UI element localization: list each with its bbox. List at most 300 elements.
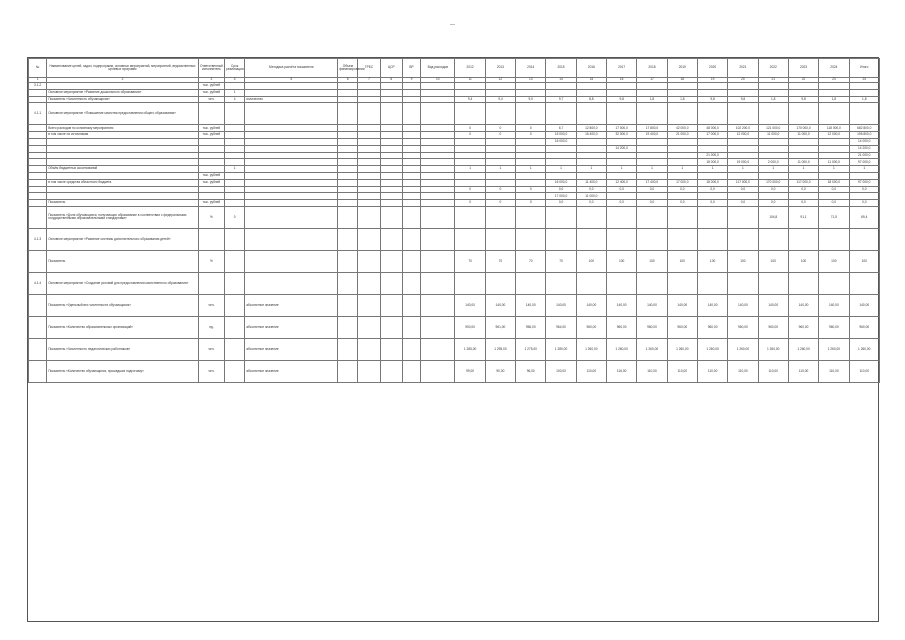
cell-value (819, 152, 849, 159)
cell-code (402, 96, 420, 103)
cell-value (455, 138, 485, 145)
cell-value: 9,4 (455, 96, 485, 103)
cell-value: 0 (516, 125, 546, 132)
cell-name (47, 152, 199, 159)
cell-value (667, 172, 697, 179)
cell-value (728, 272, 758, 294)
column-number: 2 (47, 78, 199, 83)
cell-unit: ед. (198, 316, 224, 338)
cell-value: 0 (516, 200, 546, 207)
table-row (29, 228, 880, 250)
cell-value (455, 152, 485, 159)
cell-value: 960,00 (788, 316, 818, 338)
cell-value: 70 (546, 250, 576, 272)
cell-n (29, 294, 47, 316)
cell-method (245, 132, 338, 139)
cell-value (819, 172, 849, 179)
column-number: 3 (198, 78, 224, 83)
cell-method: абсолютное значение (245, 338, 338, 360)
cell-value (788, 152, 818, 159)
cell-value: 21 000,0 (697, 152, 727, 159)
cell-value: 110,00 (697, 360, 727, 382)
cell-method (245, 200, 338, 207)
cell-code (358, 138, 380, 145)
cell-value: 140,00 (455, 294, 485, 316)
cell-code (380, 272, 402, 294)
cell-value (758, 172, 788, 179)
column-number: 5 (245, 78, 338, 83)
cell-value (788, 145, 818, 152)
cell-code (225, 186, 245, 193)
cell-value (758, 152, 788, 159)
cell-value: 140,00 (576, 294, 606, 316)
cell-code (380, 360, 402, 382)
column-number: 23 (819, 78, 849, 83)
cell-value (819, 272, 849, 294)
cell-value (576, 103, 606, 125)
cell-code (421, 294, 455, 316)
cell-value (485, 152, 515, 159)
cell-value: 140,00 (485, 294, 515, 316)
cell-code (358, 96, 380, 103)
cell-method: абсолютное значение (245, 294, 338, 316)
cell-code (338, 316, 358, 338)
cell-value (637, 228, 667, 250)
cell-code (380, 159, 402, 166)
cell-value (516, 152, 546, 159)
cell-method (245, 159, 338, 166)
column-header: 2015 (546, 59, 576, 78)
column-header: Вид расходов (421, 59, 455, 78)
cell-code (380, 250, 402, 272)
cell-code (358, 103, 380, 125)
cell-value: 102 200,0 (728, 125, 758, 132)
cell-method (245, 193, 338, 200)
cell-value (667, 138, 697, 145)
cell-value (516, 103, 546, 125)
cell-value: 0,0 (667, 200, 697, 207)
cell-value: 1 (849, 166, 880, 173)
cell-code (358, 272, 380, 294)
cell-name: Показатель «Количество образовательных организаций» (47, 316, 199, 338)
cell-value (516, 89, 546, 96)
cell-value: 1 260,00 (849, 338, 880, 360)
cell-value (516, 145, 546, 152)
cell-name (47, 138, 199, 145)
cell-value: 110,00 (667, 360, 697, 382)
cell-value (455, 89, 485, 96)
cell-code (358, 179, 380, 186)
cell-n: 4.1.1 (29, 103, 47, 125)
cell-value (516, 206, 546, 228)
cell-name: Показатель «Численность обучающихся» (47, 96, 199, 103)
cell-code (402, 132, 420, 139)
cell-unit: % (198, 250, 224, 272)
cell-code (358, 152, 380, 159)
cell-code (402, 250, 420, 272)
cell-code (225, 272, 245, 294)
cell-code (380, 83, 402, 90)
cell-value (637, 103, 667, 125)
cell-unit: чел. (198, 96, 224, 103)
cell-code (338, 360, 358, 382)
cell-code (358, 294, 380, 316)
cell-code (338, 138, 358, 145)
cell-value (485, 89, 515, 96)
cell-value (728, 103, 758, 125)
cell-method: абсолютное значение (245, 316, 338, 338)
cell-value: 48 000,0 (697, 125, 727, 132)
cell-code (402, 125, 420, 132)
cell-code (358, 250, 380, 272)
cell-value (758, 103, 788, 125)
cell-value: 0,0 (728, 186, 758, 193)
cell-value (697, 83, 727, 90)
cell-value: 1 (788, 166, 818, 173)
cell-value (667, 145, 697, 152)
cell-value (607, 159, 637, 166)
cell-value (819, 89, 849, 96)
cell-value: 1 260,00 (637, 338, 667, 360)
cell-value: 1 (546, 166, 576, 173)
column-number: 18 (667, 78, 697, 83)
cell-value (455, 272, 485, 294)
cell-unit: тыс. рублей (198, 172, 224, 179)
cell-value: 110,00 (728, 360, 758, 382)
table-row (29, 338, 880, 360)
cell-name: Показатель (47, 200, 199, 207)
cell-value: 140,00 (546, 294, 576, 316)
cell-value: 960,00 (758, 316, 788, 338)
cell-value (607, 103, 637, 125)
cell-code (402, 138, 420, 145)
column-number: 14 (546, 78, 576, 83)
cell-code (421, 228, 455, 250)
cell-code (421, 360, 455, 382)
cell-code (225, 83, 245, 90)
cell-code (402, 145, 420, 152)
cell-code (421, 272, 455, 294)
cell-value: 110,00 (819, 360, 849, 382)
cell-value (455, 103, 485, 125)
column-number: 10 (421, 78, 455, 83)
cell-value (819, 138, 849, 145)
cell-value: 960,00 (576, 316, 606, 338)
cell-code (358, 193, 380, 200)
column-header: 2014 (516, 59, 546, 78)
cell-value (607, 152, 637, 159)
cell-n: 3.1.2 (29, 83, 47, 90)
cell-value: 11 000,0 (819, 159, 849, 166)
cell-value: 682 800,0 (849, 125, 880, 132)
cell-code (225, 338, 245, 360)
column-header: Итого (849, 59, 880, 78)
cell-code (421, 172, 455, 179)
cell-value: 1 285,00 (455, 338, 485, 360)
cell-value (667, 152, 697, 159)
cell-value (819, 193, 849, 200)
column-number: 1 (29, 78, 47, 83)
table-row (29, 360, 880, 382)
cell-value (576, 272, 606, 294)
cell-value (485, 83, 515, 90)
cell-value: 17 800,0 (637, 125, 667, 132)
cell-n (29, 138, 47, 145)
cell-value: 19 400,0 (637, 132, 667, 139)
cell-value (637, 206, 667, 228)
cell-code (380, 103, 402, 125)
cell-name (47, 186, 199, 193)
cell-code (421, 159, 455, 166)
cell-code (421, 200, 455, 207)
cell-method (245, 152, 338, 159)
cell-code (380, 206, 402, 228)
cell-value: 18 000,0 (697, 179, 727, 186)
cell-value: 70 (516, 250, 546, 272)
cell-value: 1,8 (667, 96, 697, 103)
cell-value: 19 000,0 (728, 159, 758, 166)
cell-value: 140,00 (849, 294, 880, 316)
cell-value (516, 159, 546, 166)
cell-value: 70 (455, 250, 485, 272)
cell-value (788, 138, 818, 145)
cell-value: 140,00 (758, 294, 788, 316)
cell-unit (198, 138, 224, 145)
cell-value (697, 206, 727, 228)
cell-value: 9,8 (788, 96, 818, 103)
cell-code (338, 179, 358, 186)
cell-code (402, 316, 420, 338)
column-header: Ответственный исполнитель (198, 59, 224, 78)
cell-value (667, 193, 697, 200)
cell-value (667, 103, 697, 125)
cell-value: 1 (485, 166, 515, 173)
cell-value: 121 000,0 (758, 125, 788, 132)
cell-unit (198, 186, 224, 193)
cell-value: 116,00 (607, 360, 637, 382)
cell-value: 1 260,00 (758, 338, 788, 360)
cell-value: 110,00 (758, 360, 788, 382)
cell-code (380, 172, 402, 179)
cell-value: 0,0 (667, 186, 697, 193)
cell-value (546, 83, 576, 90)
cell-value: 6,7 (546, 125, 576, 132)
cell-value (485, 206, 515, 228)
column-header: 2024 (819, 59, 849, 78)
cell-value: 104,8 (758, 206, 788, 228)
cell-value (788, 228, 818, 250)
cell-value: 0,0 (576, 186, 606, 193)
cell-n (29, 145, 47, 152)
table-header-row (29, 59, 880, 78)
cell-value: 14 200,0 (849, 145, 880, 152)
cell-n (29, 316, 47, 338)
cell-value (455, 145, 485, 152)
cell-value (485, 145, 515, 152)
cell-value: 961,00 (485, 316, 515, 338)
cell-value: 100 (728, 250, 758, 272)
cell-value: 9,0 (516, 96, 546, 103)
cell-code (380, 193, 402, 200)
cell-value: 21 000,0 (667, 132, 697, 139)
cell-value (455, 172, 485, 179)
cell-n (29, 96, 47, 103)
cell-code (358, 206, 380, 228)
table-row (29, 89, 880, 96)
cell-code (225, 138, 245, 145)
cell-value: 8,8 (576, 96, 606, 103)
table-row (29, 272, 880, 294)
cell-value: 140,00 (516, 294, 546, 316)
cell-value (516, 138, 546, 145)
cell-value (607, 138, 637, 145)
cell-value (637, 272, 667, 294)
column-number: 21 (758, 78, 788, 83)
cell-value: 99,00 (455, 360, 485, 382)
cell-value: 1 (576, 166, 606, 173)
cell-value: 11 000,0 (758, 132, 788, 139)
cell-value: 960,00 (607, 316, 637, 338)
cell-code (380, 166, 402, 173)
cell-value (849, 228, 880, 250)
column-header: № (29, 59, 47, 78)
cell-code (402, 186, 420, 193)
cell-value: 0 (455, 186, 485, 193)
cell-code (358, 200, 380, 207)
cell-method: количество (245, 96, 338, 103)
cell-value: 42 000,0 (667, 125, 697, 132)
cell-value (576, 138, 606, 145)
cell-code (358, 316, 380, 338)
cell-code (225, 125, 245, 132)
cell-value: 1 260,00 (788, 338, 818, 360)
cell-value (546, 145, 576, 152)
cell-value (667, 89, 697, 96)
cell-value: 1 295,00 (485, 338, 515, 360)
cell-value (637, 83, 667, 90)
cell-code (358, 172, 380, 179)
cell-value: 0,0 (788, 186, 818, 193)
cell-code (338, 250, 358, 272)
cell-code (225, 193, 245, 200)
cell-code (380, 96, 402, 103)
cell-method (245, 145, 338, 152)
cell-code (358, 89, 380, 96)
cell-value (788, 193, 818, 200)
cell-value: 100 (697, 250, 727, 272)
cell-value (758, 228, 788, 250)
cell-value: 0,0 (637, 186, 667, 193)
cell-code (380, 89, 402, 96)
cell-value (667, 159, 697, 166)
cell-value: 97 000,0 (849, 179, 880, 186)
cell-value: 70 (485, 250, 515, 272)
cell-value: 0 (516, 132, 546, 139)
cell-value: 0 (485, 125, 515, 132)
cell-value (758, 138, 788, 145)
cell-code (402, 172, 420, 179)
cell-code (402, 179, 420, 186)
cell-value: 960,00 (637, 316, 667, 338)
column-header: ЦСР (380, 59, 402, 78)
cell-method (245, 228, 338, 250)
cell-value: 1 (819, 166, 849, 173)
cell-unit: тыс. рублей (198, 125, 224, 132)
cell-code (421, 138, 455, 145)
cell-unit: тыс. рублей (198, 132, 224, 139)
table-row (29, 294, 880, 316)
cell-name: Основное мероприятие «Повышение качества предоставления общего образования» (47, 103, 199, 125)
cell-value (576, 159, 606, 166)
cell-method (245, 179, 338, 186)
cell-value (819, 103, 849, 125)
cell-value (728, 145, 758, 152)
column-header: Срок реализации (225, 59, 245, 78)
cell-value: 0,0 (697, 186, 727, 193)
cell-name (47, 145, 199, 152)
cell-value (576, 228, 606, 250)
cell-value: 1 260,00 (607, 338, 637, 360)
cell-value: 1 260,00 (819, 338, 849, 360)
cell-value: 0,0 (546, 200, 576, 207)
cell-value: 1 (607, 166, 637, 173)
cell-code (421, 132, 455, 139)
cell-name (47, 193, 199, 200)
cell-value (849, 83, 880, 90)
cell-n (29, 152, 47, 159)
cell-n (29, 125, 47, 132)
cell-value (516, 172, 546, 179)
cell-code (402, 166, 420, 173)
cell-code (380, 338, 402, 360)
cell-code (338, 186, 358, 193)
cell-value (728, 138, 758, 145)
table-row (29, 152, 880, 159)
cell-value: 0,0 (819, 200, 849, 207)
cell-code (402, 206, 420, 228)
cell-value: 0,0 (728, 200, 758, 207)
cell-name: Основное мероприятие «Развитие дошкольного образования» (47, 89, 199, 96)
column-header: ВР (402, 59, 420, 78)
cell-code (338, 272, 358, 294)
cell-code: 1 (225, 89, 245, 96)
cell-method (245, 125, 338, 132)
cell-value: 18 000,0 (697, 159, 727, 166)
cell-value: 0,0 (819, 186, 849, 193)
cell-value (849, 89, 880, 96)
cell-method (245, 250, 338, 272)
cell-n (29, 250, 47, 272)
cell-value: 960,00 (849, 316, 880, 338)
table-row (29, 172, 880, 179)
cell-code (402, 152, 420, 159)
cell-code (225, 179, 245, 186)
cell-unit (198, 152, 224, 159)
cell-value: 964,00 (546, 316, 576, 338)
cell-value (485, 159, 515, 166)
cell-value: 17 000,0 (697, 132, 727, 139)
cell-value: 117 000,0 (788, 179, 818, 186)
cell-code (225, 152, 245, 159)
cell-name (47, 172, 199, 179)
cell-code (338, 132, 358, 139)
cell-value: 1 275,00 (516, 338, 546, 360)
cell-value: 32 000,0 (607, 132, 637, 139)
cell-unit: тыс. рублей (198, 179, 224, 186)
cell-code (402, 200, 420, 207)
cell-name: Всего расходов по основному мероприятию (47, 125, 199, 132)
cell-value: 0 (485, 186, 515, 193)
